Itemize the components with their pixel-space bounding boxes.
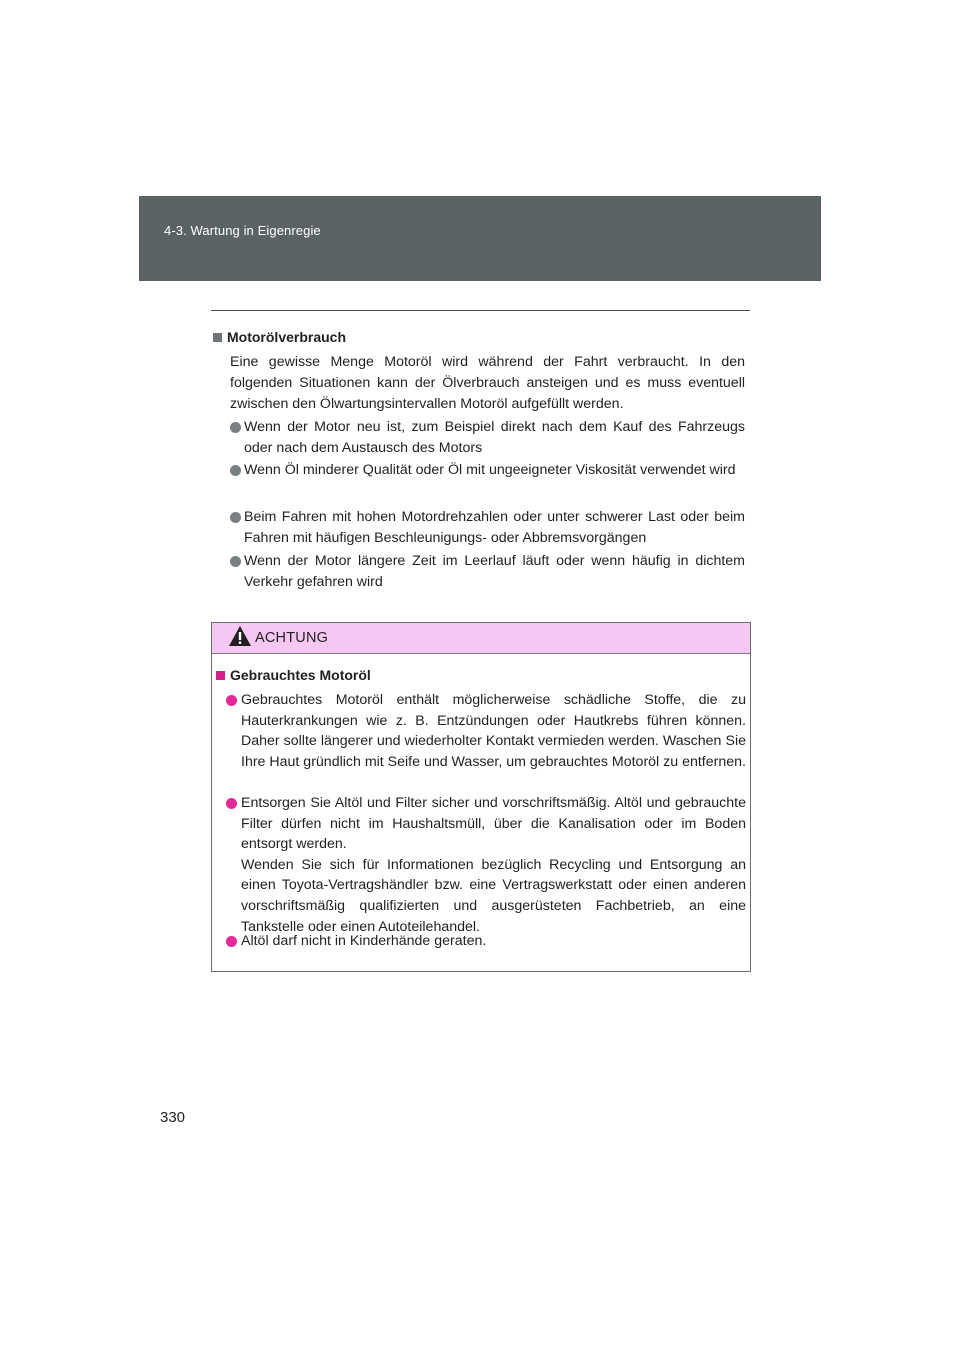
bullet-dot-icon	[226, 695, 237, 706]
warning-subheading	[216, 667, 371, 683]
warning-list-item	[226, 793, 746, 937]
bullet-dot-icon	[230, 422, 241, 433]
section-divider	[211, 310, 750, 311]
warning-item-text-part: Entsorgen Sie Altöl und Filter sicher und vorschriftsmäßig. Altöl und gebrauchte Filter dürfen nicht im Haushaltsmüll, über die Kanalisation oder im Boden entsorgt werden.	[241, 795, 746, 853]
warning-header	[212, 623, 750, 654]
list-item	[230, 507, 745, 549]
warning-triangle-icon	[228, 625, 252, 647]
bullet-dot-icon	[230, 512, 241, 523]
warning-item-text: Altöl darf nicht in Kinderhände geraten.	[241, 933, 487, 949]
chapter-title: 4-3. Wartung in Eigenregie	[164, 223, 321, 238]
bullet-dot-icon	[226, 798, 237, 809]
list-item-text: Wenn der Motor neu ist, zum Beispiel direkt nach dem Kauf des Fahrzeugs oder nach dem Austausch des Motors	[244, 419, 745, 456]
warning-list-item	[226, 690, 746, 772]
list-item	[230, 551, 745, 593]
list-item-text: Wenn Öl minderer Qualität oder Öl mit ungeeigneter Viskosität verwendet wird	[244, 462, 736, 478]
section-intro: Eine gewisse Menge Motoröl wird während der Fahrt verbraucht. In den folgenden Situationen kann der Ölverbrauch ansteigen und es muss eventuell zwischen den Ölwartungsintervallen Motoröl aufgefüllt werden.	[230, 354, 745, 412]
section-heading	[213, 329, 346, 345]
warning-item-text-extra: Wenden Sie sich für Informationen bezüglich Recycling und Entsorgung an einen Toyota-Vertragshändler bzw. eine Vertragswerkstatt oder einen anderen vorschriftsmäßig qualifizierten und ausgerüsteten Fachbetrieb, an eine Tankstelle oder einen Autoteilehandel.	[241, 856, 746, 935]
list-item-text: Beim Fahren mit hohen Motordrehzahlen oder unter schwerer Last oder beim Fahren mit häufigen Beschleunigungs- oder Abbremsvorgängen	[244, 509, 745, 546]
bullet-dot-icon	[230, 556, 241, 567]
list-item	[230, 417, 745, 459]
square-bullet-icon	[216, 671, 225, 680]
section-heading-text: Motorölverbrauch	[227, 329, 347, 345]
warning-item-text: Gebrauchtes Motoröl enthält möglicherweise schädliche Stoffe, die zu Hauterkrankungen wie z. B. Entzündungen oder Hautkrebs führen können. Daher sollte längerer und wiederholter Kontakt vermieden werden. Waschen Sie Ihre Haut gründlich mit Seife und Wasser, um gebrauchtes Motoröl zu entfernen.	[241, 692, 746, 770]
warning-item-text	[241, 793, 746, 937]
warning-list-item	[226, 931, 746, 952]
bullet-dot-icon	[226, 936, 237, 947]
warning-title: ACHTUNG	[255, 630, 329, 646]
warning-box	[211, 622, 751, 972]
list-item-text: Wenn der Motor längere Zeit im Leerlauf läuft oder wenn häufig in dichtem Verkehr gefahren wird	[244, 553, 745, 590]
square-bullet-icon	[213, 333, 222, 342]
list-item	[230, 460, 745, 481]
page-number: 330	[160, 1109, 186, 1126]
warning-subheading-text: Gebrauchtes Motoröl	[230, 667, 371, 683]
bullet-dot-icon	[230, 465, 241, 476]
chapter-header-band	[139, 196, 821, 281]
